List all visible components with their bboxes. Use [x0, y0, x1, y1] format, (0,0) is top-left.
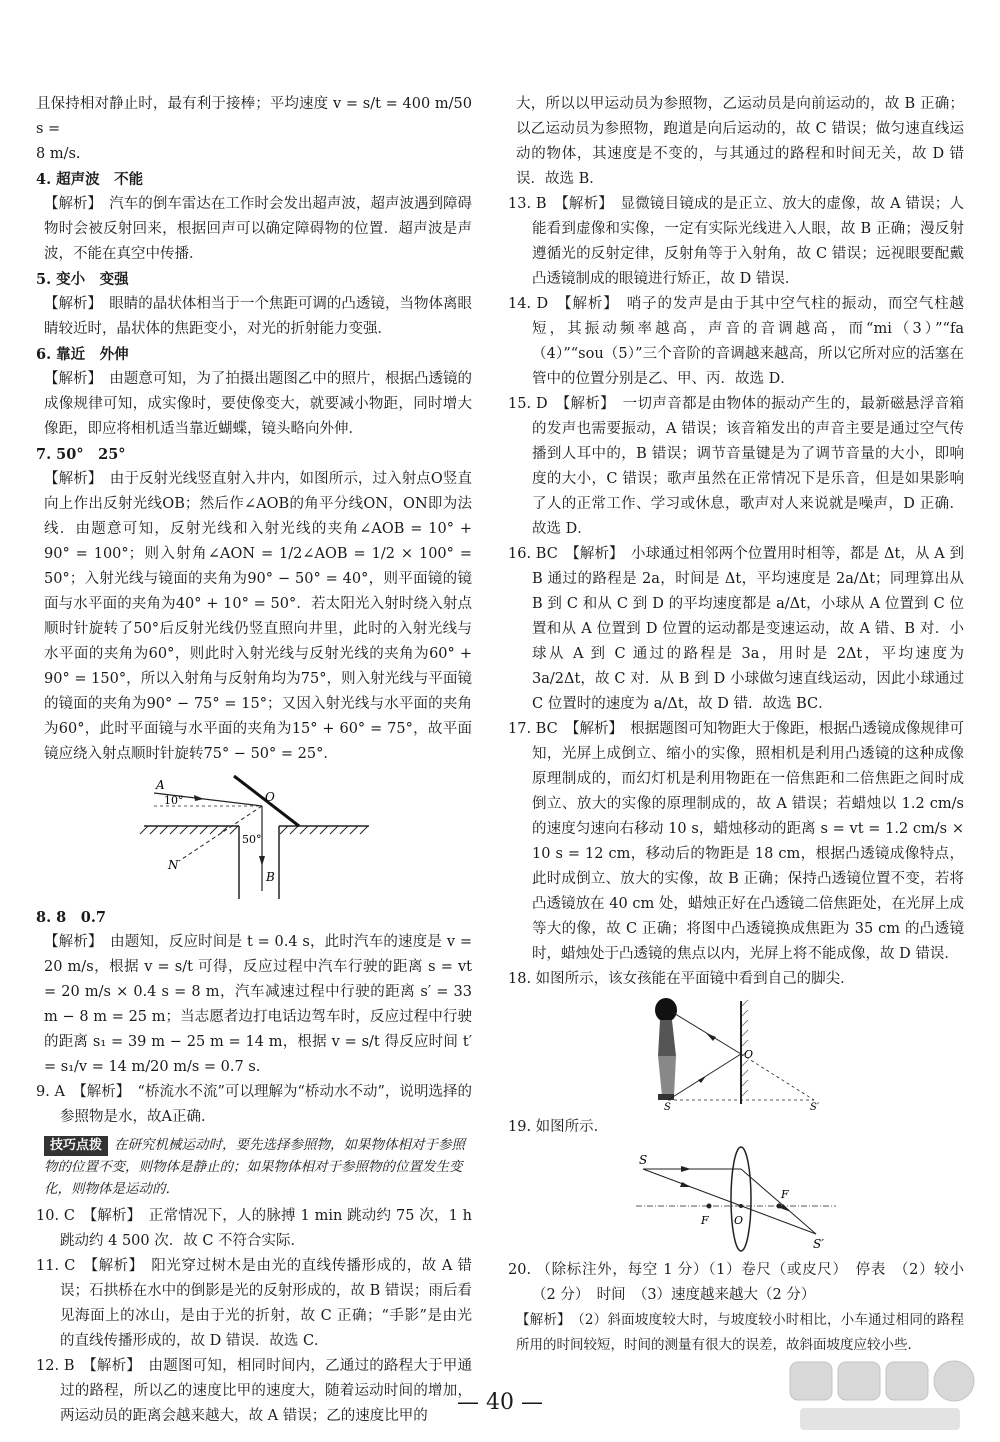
q18: 18. 如图所示，该女孩能在平面镜中看到自己的脚尖． [508, 971, 855, 987]
label-O: O [265, 790, 275, 804]
label-S: S [664, 1102, 671, 1111]
q20-answer: 20. （除标注外，每空 1 分）（1）卷尺（或皮尺） 停表 （2）较小（2 分） 时间 （3）速度越来越大（2 分） [508, 1262, 964, 1303]
right-column [508, 92, 964, 1358]
left-column [36, 92, 472, 1429]
q20-explanation: 【解析】 （2）斜面坡度较大时，与坡度较小时相比，小车通过相同的路程所用的时间较短，时间的测量有很大的误差，故斜面坡度应较小些． [516, 1312, 964, 1353]
label-S: S [639, 1153, 648, 1167]
label-F-left: F [701, 1214, 709, 1227]
q6-answer: 6. 靠近 外伸 [36, 346, 129, 363]
q4-explanation: 【解析】 汽车的倒车雷达在工作时会发出超声波，超声波遇到障碍物时会被反射回来，根据回声可以确定障碍物的位置．超声波是声波，不能在真空中传播． [44, 196, 472, 262]
q5-explanation: 【解析】 眼睛的晶状体相当于一个焦距可调的凸透镜，当物体离眼睛较近时，晶状体的焦距变小，对光的折射能力变强． [44, 296, 472, 337]
q11: 11. C 【解析】 阳光穿过树木是由光的直线传播形成的，故 A 错误；石拱桥在水中的倒影是光的反射形成的，故 B 错误；雨后看见海面上的冰山，是由于光的折射，故 C 正确；“手影”是由光的直线传播形成的，故 D 错误．故选 C． [36, 1258, 472, 1349]
q8-explanation: 【解析】 由题知，反应时间是 t = 0.4 s，此时汽车的速度是 v = 20 m/s，根据 v = s/t 可得，反应过程中汽车行驶的距离 s = vt = 20 m/s × 0.4 s = 8 m，汽车减速过程中行驶的距离 s′ = 33 m − 8 m = 25 m；当志愿者边打电话边驾车时，反应过程中行驶的距离 s₁ = 39 m − 25 m = 14 m，根据 v = s/t 得反应时间 t′ = s₁/v = 14 m/20 m/s = 0.7 s. [44, 934, 472, 1075]
q4-answer: 4. 超声波 不能 [36, 171, 144, 188]
q3-continuation-2: 8 m/s. [36, 146, 81, 162]
q8-answer: 8. 8 0.7 [36, 909, 107, 926]
tip-label: 技巧点拨 [44, 1136, 108, 1156]
label-F-right: F [781, 1188, 789, 1201]
label-A: A [156, 778, 165, 792]
q15: 15. D 【解析】 一切声音都是由物体的振动产生的，最新磁悬浮音箱的发声也需要振动，A 错误；该音箱发出的声音主要是通过空气传播到人耳中的，B 错误；调节音量键是为了调节音量的大小，即响度的大小，C 错误；歌声虽然在正常情况下是乐音，但是如果影响了人的正常工作、学习或休息，歌声对人来说就是噪声，D 正确．故选 D． [508, 396, 964, 537]
q7-explanation: 【解析】 由于反射光线竖直射入井内，如图所示，过入射点O竖直向上作出反射光线OB；然后作∠AOB的角平分线ON，ON即为法线．由题意可知，反射光线和入射光线的夹角∠AOB = 10° + 90° = 100°；则入射角∠AON = 1/2∠AOB = 1/2 × 100° = 50°；入射光线与镜面的夹角为90° − 50° = 40°，则平面镜的镜面与水平面的夹角为40° + 10° = 50°．若太阳光入射时绕入射点顺时针旋转了50°后反射光线仍竖直照向井里，此时的入射光线与水平面的夹角为60°，则此时入射光线与反射光线的夹角为60° + 90° = 150°，所以入射角与反射角均为75°，则入射光线与平面镜的镜面的夹角为90° − 75° = 15°；又因入射光线与水平面的夹角为60°，此时平面镜与水平面的夹角为15° + 60° = 75°，故平面镜应绕入射点顺时针旋转75° − 50° = 25°． [44, 471, 472, 762]
q12: 12. B 【解析】 由题图可知，相同时间内，乙通过的路程大于甲通过的路程，所以乙的速度比甲的速度大，随着运动时间的增加，两运动员的距离会越来越大，故 A 错误；乙的速度比甲的 [36, 1358, 472, 1424]
tip-box [44, 1134, 472, 1200]
q14: 14. D 【解析】 哨子的发声是由于其中空气柱的振动，而空气柱越短，其振动频率越高，声音的音调越高，而“mi（3）”“fa（4）”“sou（5）”三个音阶的音调越来越高，所以它所对应的活塞在管中的位置分别是乙、甲、丙．故选 D． [508, 296, 964, 387]
q13: 13. B 【解析】 显微镜目镜成的是正立、放大的虚像，故 A 错误；人能看到虚像和实像，一定有实际光线进入人眼，故 B 正确；漫反射遵循光的反射定律，反射角等于入射角，故 C 错误；远视眼要配戴凸透镜制成的眼镜进行矫正，故 D 错误． [508, 196, 964, 287]
q3-continuation: 且保持相对静止时，最有利于接棒；平均速度 v = s/t = 400 m/50 s = [36, 96, 472, 137]
q18-mirror-figure [636, 996, 836, 1111]
label-N: N [168, 858, 179, 872]
q6-explanation: 【解析】 由题意可知，为了拍摄出题图乙中的照片，根据凸透镜的成像规律可知，成实像时，要使像变大，就要减小物距，同时增大像距，即应将相机适当靠近蝴蝶，镜头略向外伸． [44, 371, 472, 437]
q17: 17. BC 【解析】 根据题图可知物距大于像距，根据凸透镜成像规律可知，光屏上成倒立、缩小的实像，照相机是利用凸透镜的这种成像原理制成的，而幻灯机是利用物距在一倍焦距和二倍焦距之间时成倒立、放大的实像的原理制成的，故 A 错误；若蜡烛以 1.2 cm/s 的速度匀速向右移动 10 s，蜡烛移动的距离 s = vt = 1.2 cm/s × 10 s = 12 cm，移动后的物距是 18 cm，根据凸透镜成像特点，此时成倒立、放大的实像，故 B 正确；保持凸透镜位置不变，若将凸透镜放在 40 cm 处，蜡烛正好在凸透镜二倍焦距处，在光屏上成等大的像，故 C 正确；将图中凸透镜换成焦距为 35 cm 的凸透镜时，蜡烛处于凸透镜的焦点以内，光屏上将不能成像，故 D 错误． [508, 721, 964, 962]
q10: 10. C 【解析】 正常情况下，人的脉搏 1 min 跳动约 75 次，1 h 跳动约 4 500 次．故 C 不符合实际． [36, 1208, 472, 1249]
label-S-prime: S′ [813, 1237, 824, 1251]
label-10deg: 10° [164, 794, 184, 807]
q7-answer: 7. 50° 25° [36, 446, 126, 463]
page-number: — 40 — [457, 1390, 543, 1415]
label-O: O [734, 1214, 744, 1227]
q16: 16. BC 【解析】 小球通过相邻两个位置用时相等，都是 Δt，从 A 到 B 通过的路程是 2a，时间是 Δt，平均速度是 2a/Δt；同理算出从 B 到 C 和从 C 到 D 的平均速度都是 a/Δt，小球从 A 位置到 C 位置和从 A 位置到 D 位置的运动都是变速运动，故 A 错、B 对．小球从 A 到 C 通过的路程是 3a，用时是 2Δt，平均速度为 3a/2Δt，故 C 对．从 B 到 D 小球做匀速直线运动，因此小球通过 C 位置时的速度为 a/Δt，故 D 错．故选 BC． [508, 546, 964, 712]
label-O: O [744, 1048, 754, 1061]
q12-continuation: 大，所以以甲运动员为参照物，乙运动员是向前运动的，故 B 正确；以乙运动员为参照物，跑道是向后运动的，故 C 错误；做匀速直线运动的物体，其速度是不变的，与其通过的路程和时间无关，故 D 错误．故选 B． [516, 96, 964, 187]
q7-mirror-diagram [134, 771, 374, 901]
q5-answer: 5. 变小 变强 [36, 271, 129, 288]
q9: 9. A 【解析】 “桥流水不流”可以理解为“桥动水不动”，说明选择的参照物是水，故A正确． [36, 1084, 472, 1125]
label-S-prime: S′ [810, 1102, 820, 1111]
q19: 19. 如图所示． [508, 1119, 609, 1135]
tip-text: 在研究机械运动时，要先选择参照物，如果物体相对于参照物的位置不变，则物体是静止的；如果物体相对于参照物的位置发生变化，则物体是运动的． [44, 1137, 466, 1197]
label-50deg: 50° [242, 833, 262, 846]
label-B: B [266, 870, 275, 884]
q19-lens-figure [631, 1144, 841, 1254]
watermark-logo [780, 1354, 980, 1434]
